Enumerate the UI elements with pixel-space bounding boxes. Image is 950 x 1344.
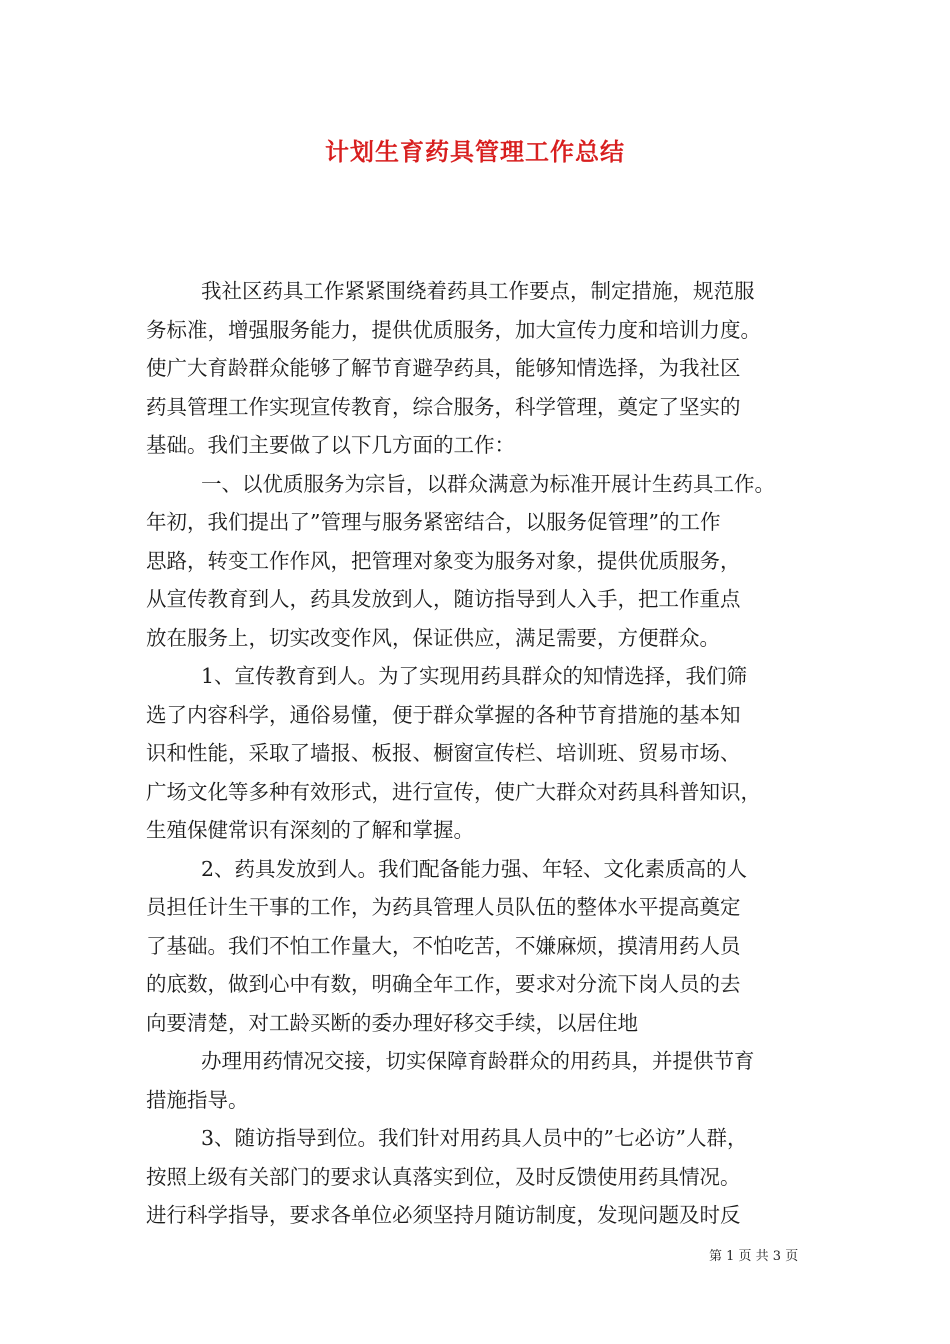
body-line: 办理用药情况交接，切实保障育龄群众的用药具，并提供节育 (201, 1049, 755, 1073)
body-line: 基础。我们主要做了以下几方面的工作： (146, 433, 515, 457)
body-line: 放在服务上，切实改变作风，保证供应，满足需要，方便群众。 (146, 625, 720, 650)
body-line: 识和性能，采取了墙报、板报、橱窗宣传栏、培训班、贸易市场、 (146, 741, 741, 765)
body-line: 进行科学指导，要求各单位必须坚持月随访制度，发现问题及时反 (146, 1203, 741, 1227)
body-line: 思路，转变工作作风，把管理对象变为服务对象，提供优质服务， (146, 548, 741, 573)
body-line: 我社区药具工作紧紧围绕着药具工作要点，制定措施，规范服 (201, 279, 755, 303)
body-line: 从宣传教育到人，药具发放到人，随访指导到人入手，把工作重点 (146, 587, 741, 611)
body-line: 员担任计生干事的工作，为药具管理人员队伍的整体水平提高奠定 (146, 895, 741, 919)
body-line: 2、药具发放到人。我们配备能力强、年轻、文化素质高的人 (201, 856, 748, 881)
document-title: 计划生育药具管理工作总结 (325, 137, 625, 166)
body-line: 务标准，增强服务能力，提供优质服务，加大宣传力度和培训力度。 (146, 317, 761, 342)
body-line: 的底数，做到心中有数，明确全年工作，要求对分流下岗人员的去 (146, 972, 741, 996)
body-line: 广场文化等多种有效形式，进行宣传，使广大群众对药具科普知识， (146, 779, 761, 804)
body-line: 向要清楚，对工龄买断的委办理好移交手续，以居住地 (146, 1010, 638, 1035)
body-line: 了基础。我们不怕工作量大，不怕吃苦，不嫌麻烦，摸清用药人员 (146, 933, 741, 958)
body-line: 选了内容科学，通俗易懂，便于群众掌握的各种节育措施的基本知 (146, 702, 741, 727)
body-line: 药具管理工作实现宣传教育，综合服务，科学管理，奠定了坚实的 (146, 394, 741, 419)
body-line: 一、以优质服务为宗旨，以群众满意为标准开展计生药具工作。 (201, 471, 775, 496)
body-line: 生殖保健常识有深刻的了解和掌握。 (146, 818, 474, 842)
document-body (146, 272, 816, 1235)
page-number: 第 1 页 共 3 页 (709, 1249, 799, 1264)
body-line: 1、宣传教育到人。为了实现用药具群众的知情选择，我们筛 (201, 664, 748, 688)
body-line: 3、随访指导到位。我们针对用药具人员中的”七必访”人群， (201, 1126, 748, 1150)
body-line: 年初，我们提出了”管理与服务紧密结合，以服务促管理”的工作 (146, 510, 721, 534)
body-line: 措施指导。 (146, 1087, 249, 1112)
body-line: 按照上级有关部门的要求认真落实到位，及时反馈使用药具情况。 (146, 1164, 741, 1189)
body-line: 使广大育龄群众能够了解节育避孕药具，能够知情选择，为我社区 (146, 356, 741, 380)
